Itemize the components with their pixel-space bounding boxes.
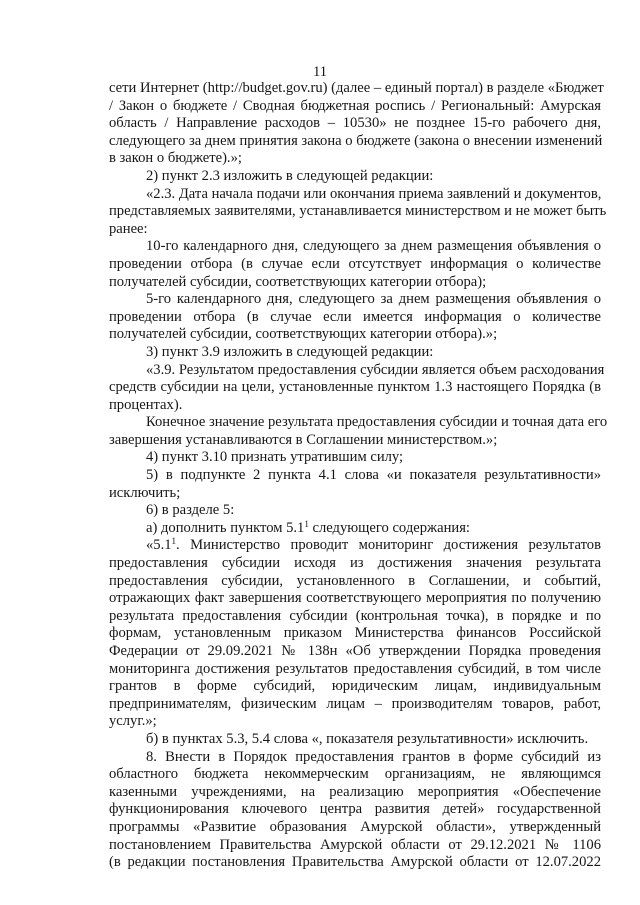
line-text: отражающих факт завершения соответствующего мероприятия по получению xyxy=(109,590,601,607)
text-line xyxy=(109,256,601,274)
line-text: исключить; xyxy=(109,484,181,501)
text-line xyxy=(109,467,601,485)
line-text: постановлением Правительства Амурской области от 29.12.2021 № 1106 xyxy=(109,836,601,853)
line-text: 4) пункт 3.10 признать утратившим силу; xyxy=(146,449,404,466)
line-text: следующего за днем принятия закона о бюджете (закона о внесении изменений xyxy=(109,132,603,149)
line-text: процентах). xyxy=(109,396,183,413)
text-line xyxy=(109,449,601,467)
line-text: завершения устанавливаются в Соглашении министерством.»; xyxy=(109,431,498,448)
text-line xyxy=(109,168,601,186)
line-text: ранее: xyxy=(109,220,148,237)
text-line xyxy=(109,784,601,802)
text-line xyxy=(109,643,601,661)
line-text: «3.9. Результатом предоставления субсидии является объем расходования xyxy=(146,361,605,378)
line-text: «5.1 xyxy=(146,537,172,554)
line-text: проведении отбора (в случае если отсутствует информация о количестве xyxy=(109,255,601,272)
text-line xyxy=(109,115,601,133)
text-line xyxy=(109,573,601,591)
line-text: а) дополнить пунктом 5.1 xyxy=(146,519,305,536)
text-line xyxy=(109,696,601,714)
line-text: получателей субсидии, соответствующих категории отбора).»; xyxy=(109,326,498,343)
line-text: мониторинга достижения результатов предоставления субсидий, в том числе xyxy=(109,660,601,677)
superscript: 1 xyxy=(171,536,177,547)
text-line xyxy=(109,661,601,679)
text-line xyxy=(109,555,601,573)
text-line xyxy=(109,326,601,344)
line-text: сети Интернет (http://budget.gov.ru) (далее – единый портал) в разделе «Бюджет xyxy=(109,80,604,96)
text-line xyxy=(109,485,601,503)
line-text: результата предоставления субсидии (контрольная точка), в порядке и по xyxy=(109,607,601,624)
line-text: (в редакции постановления Правительства Амурской области от 12.07.2022 xyxy=(109,854,601,871)
line-text: б) в пунктах 5.3, 5.4 слова «, показателя результативности» исключить. xyxy=(146,730,589,747)
text-line xyxy=(109,766,601,784)
text-line xyxy=(109,678,601,696)
line-text: программы «Развитие образования Амурской области», утвержденный xyxy=(109,818,601,835)
text-line xyxy=(109,221,601,239)
line-text: средств субсидии на цели, установленные пунктом 1.3 настоящего Порядка (в xyxy=(109,379,601,396)
text-line xyxy=(109,414,608,432)
line-text: предпринимателям, физическим лицам – производителям товаров, работ, xyxy=(109,695,601,712)
text-line xyxy=(109,186,601,204)
text-line xyxy=(109,590,601,608)
line-text: / Закон о бюджете / Сводная бюджетная роспись / Региональный: Амурская xyxy=(109,97,601,114)
line-text: казенными учреждениями, на реализацию мероприятия «Обеспечение xyxy=(109,783,601,800)
line-text: предоставления субсидии исходя из достижения значения результата xyxy=(109,555,601,572)
text-line xyxy=(109,361,605,380)
line-text: 5-го календарного дня, следующего за днем размещения объявления о xyxy=(146,291,601,308)
text-line xyxy=(109,397,601,415)
text-line xyxy=(109,98,601,116)
text-line xyxy=(109,502,601,520)
line-text-continued: . Министерство проводит мониторинг достижения результатов xyxy=(176,537,601,554)
line-text: получателей субсидии, соответствующих категории отбора); xyxy=(109,273,487,290)
line-text: функционирования ключевого центра развития детей» государственной xyxy=(109,801,601,818)
line-text: представляемых заявителями, устанавливается министерством и не может быть xyxy=(109,203,607,220)
page-number: 11 xyxy=(312,64,328,80)
line-text: область / Направление расходов – 10530» не позднее 15-го рабочего дня, xyxy=(109,115,601,132)
text-line xyxy=(109,309,601,327)
line-text: Конечное значение результата предоставления субсидии и точная дата его xyxy=(146,414,608,431)
line-text: проведении отбора (в случае если имеется информация о количестве xyxy=(109,308,601,325)
line-text: областного бюджета некоммерческим организациям, не являющимся xyxy=(109,766,601,783)
text-line xyxy=(109,537,601,555)
text-line xyxy=(109,854,601,872)
text-line xyxy=(109,837,601,855)
text-line xyxy=(109,274,601,292)
line-text: 5) в подпункте 2 пункта 4.1 слова «и показателя результативности» xyxy=(146,467,601,484)
line-text: «2.3. Дата начала подачи или окончания приема заявлений и документов, xyxy=(146,185,602,202)
text-line xyxy=(109,608,601,626)
text-line xyxy=(109,291,601,309)
line-text: Федерации от 29.09.2021 № 138н «Об утверждении Порядка проведения xyxy=(109,643,601,659)
line-text: предоставления субсидии, установленного в Соглашении, и событий, xyxy=(109,572,601,589)
line-text: грантов в форме субсидий, юридическим лицам, индивидуальным xyxy=(109,678,601,695)
text-line xyxy=(109,379,601,397)
line-text: 8. Внести в Порядок предоставления грантов в форме субсидий из xyxy=(146,748,601,765)
text-line xyxy=(109,625,601,643)
text-line xyxy=(109,520,601,538)
line-text: 6) в разделе 5: xyxy=(146,502,235,519)
text-line xyxy=(109,749,601,767)
line-text: 10-го календарного дня, следующего за днем размещения объявления о xyxy=(146,238,601,255)
text-line xyxy=(109,801,601,819)
text-line xyxy=(109,80,604,98)
text-line xyxy=(109,432,601,450)
text-line xyxy=(109,150,601,168)
line-text: в закон о бюджете).»; xyxy=(109,150,242,167)
line-text: услуг.»; xyxy=(109,713,157,730)
text-line xyxy=(109,344,601,362)
superscript: 1 xyxy=(304,518,309,529)
line-text: 2) пункт 2.3 изложить в следующей редакции: xyxy=(146,167,434,184)
text-line xyxy=(109,203,607,221)
text-line xyxy=(109,133,601,151)
text-line xyxy=(109,713,601,731)
line-text: формам, установленным приказом Министерства финансов Российской xyxy=(109,625,601,642)
line-text-continued: следующего содержания: xyxy=(308,519,470,536)
text-line xyxy=(109,819,601,837)
line-text: 3) пункт 3.9 изложить в следующей редакции: xyxy=(146,343,434,360)
document-body xyxy=(109,80,608,872)
text-line xyxy=(109,731,601,749)
text-line xyxy=(109,238,601,256)
